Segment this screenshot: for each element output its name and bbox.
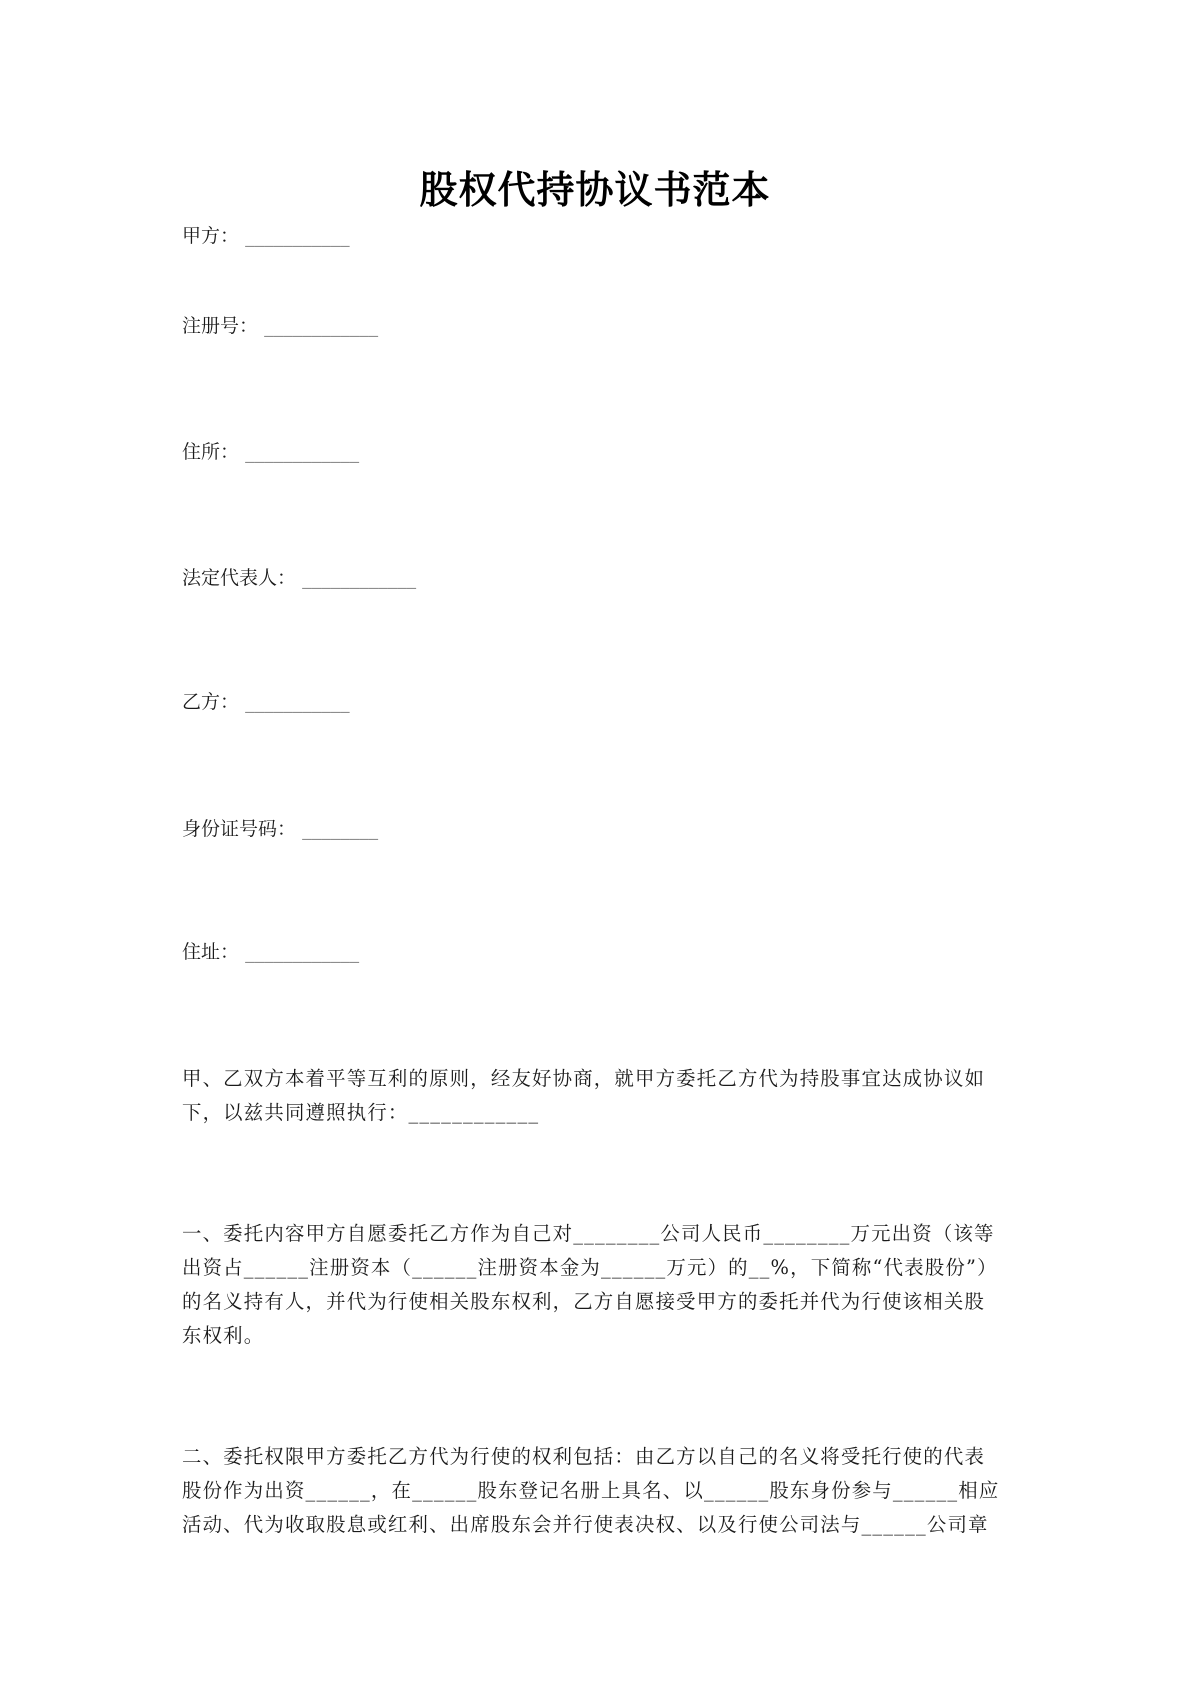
field-blank[interactable]: ___________ (245, 225, 350, 247)
field-label: 身份证号码： (182, 818, 297, 840)
field-legal-representative (182, 566, 416, 590)
field-label: 住所： (182, 441, 240, 463)
section-2-entrustment-scope (182, 1440, 1012, 1542)
document-title: 股权代持协议书范本 (419, 167, 771, 212)
field-blank[interactable]: ________ (302, 818, 379, 840)
field-blank[interactable]: ____________ (302, 567, 417, 589)
intro-paragraph (182, 1062, 1012, 1130)
field-blank[interactable]: ___________ (245, 691, 350, 713)
paragraph-line: 的名义持有人，并代为行使相关股东权利，乙方自愿接受甲方的委托并代为行使该相关股 (182, 1290, 986, 1313)
field-label: 乙方： (182, 691, 240, 713)
field-party-a (182, 224, 350, 248)
paragraph-line: 股份作为出资______，在______股东登记名册上具名、以______股东身份参与______相应 (182, 1479, 1000, 1502)
paragraph-line: 二、委托权限甲方委托乙方代为行使的权利包括：由乙方以自己的名义将受托行使的代表 (182, 1445, 986, 1468)
field-label: 住址： (182, 941, 240, 963)
field-id-number (182, 817, 378, 841)
field-label: 法定代表人： (182, 567, 297, 589)
paragraph-line: 东权利。 (182, 1324, 265, 1347)
field-blank[interactable]: ____________ (264, 315, 379, 337)
field-domicile (182, 440, 359, 464)
field-registration-number (182, 314, 378, 338)
field-party-b (182, 690, 350, 714)
field-label: 注册号： (182, 315, 259, 337)
paragraph-line: 甲、乙双方本着平等互利的原则，经友好协商，就甲方委托乙方代为持股事宜达成协议如 (182, 1067, 986, 1090)
field-blank[interactable]: ____________ (245, 441, 360, 463)
field-label: 甲方： (182, 225, 240, 247)
section-1-entrustment-content (182, 1217, 1012, 1353)
paragraph-line: 一、委托内容甲方自愿委托乙方作为自己对________公司人民币________万元出资（该等 (182, 1222, 995, 1245)
field-blank[interactable]: ____________ (245, 941, 360, 963)
paragraph-line: 出资占______注册资本（______注册资本金为______万元）的__%，下简称“代表股份”） (182, 1256, 998, 1279)
paragraph-line: 活动、代为收取股息或红利、出席股东会并行使表决权、以及行使公司法与______公司章 (182, 1513, 989, 1536)
field-address (182, 940, 359, 964)
paragraph-line: 下，以兹共同遵照执行：____________ (182, 1101, 540, 1124)
